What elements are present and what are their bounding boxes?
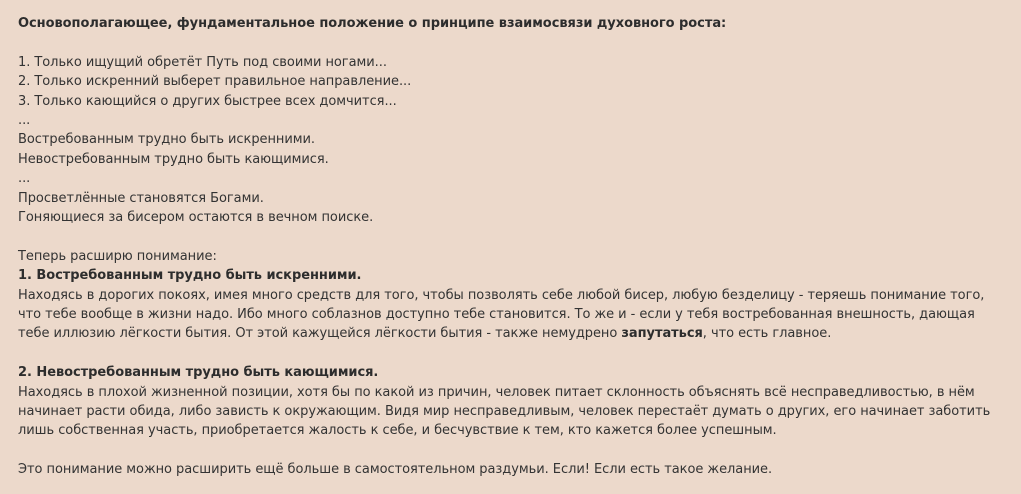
- statement-line: Востребованным трудно быть искренними.: [18, 132, 316, 148]
- emphasis-word: запутаться: [621, 326, 703, 342]
- statement-line: Просветлённые становятся Богами.: [18, 190, 264, 206]
- section-1-heading: 1. Востребованным трудно быть искренними.: [18, 268, 362, 284]
- list-item-3: 3. Только кающийся о других быстрее всех домчится...: [18, 93, 397, 109]
- section-2-heading: 2. Невостребованным трудно быть кающимися.: [18, 365, 379, 381]
- expand-intro: Теперь расширю понимание:: [18, 248, 217, 264]
- section-heading: [18, 266, 997, 285]
- spacer: [18, 227, 997, 246]
- section-heading: [18, 363, 997, 382]
- spacer: [18, 33, 997, 52]
- ellipsis-line: ...: [18, 171, 31, 187]
- list-item-2: 2. Только искренний выберет правильное направление...: [18, 74, 412, 90]
- closing-line: Это понимание можно расширить ещё больше в самостоятельном раздумьи. Если! Если есть такое желание.: [18, 462, 773, 478]
- statement-line: Гоняющиеся за бисером остаются в вечном поиске.: [18, 210, 374, 226]
- spacer: [18, 441, 997, 460]
- ellipsis-line: ...: [18, 113, 31, 129]
- post-body: [18, 14, 997, 480]
- spacer: [18, 344, 997, 363]
- list-item-1: 1. Только ищущий обретёт Путь под своими ногами...: [18, 54, 387, 70]
- section-1-paragraph: [18, 286, 997, 344]
- statement-line: Невостребованным трудно быть кающимися.: [18, 151, 329, 167]
- section-1-text: Находясь в дорогих покоях, имея много средств для того, чтобы позволять себе любой бисер, любую безделицу - теряешь понимание того, что тебе вообще в жизни надо. Ибо много соблазнов доступно тебе становится. То же и - если у тебя востребованная внешность, дающая тебе иллюзию лёгкости бытия. От этой кажущейся лёгкости бытия - также немудрено: [18, 287, 985, 342]
- section-2-paragraph: Находясь в плохой жизненной позиции, хотя бы по какой из причин, человек питает склонность объяснять всё несправедливостью, в нём начинает расти обида, либо зависть к окружающим. Видя мир несправедливым, человек перестаёт думать о других, его начинает заботить лишь собственная участь, приобретается жалость к себе, и бесчувствие к тем, кто кажется более успешным.: [18, 384, 991, 439]
- post-title: Основополагающее, фундаментальное положение о принципе взаимосвязи духовного роста:: [18, 16, 727, 31]
- section-1-text-end: , что есть главное.: [702, 326, 832, 342]
